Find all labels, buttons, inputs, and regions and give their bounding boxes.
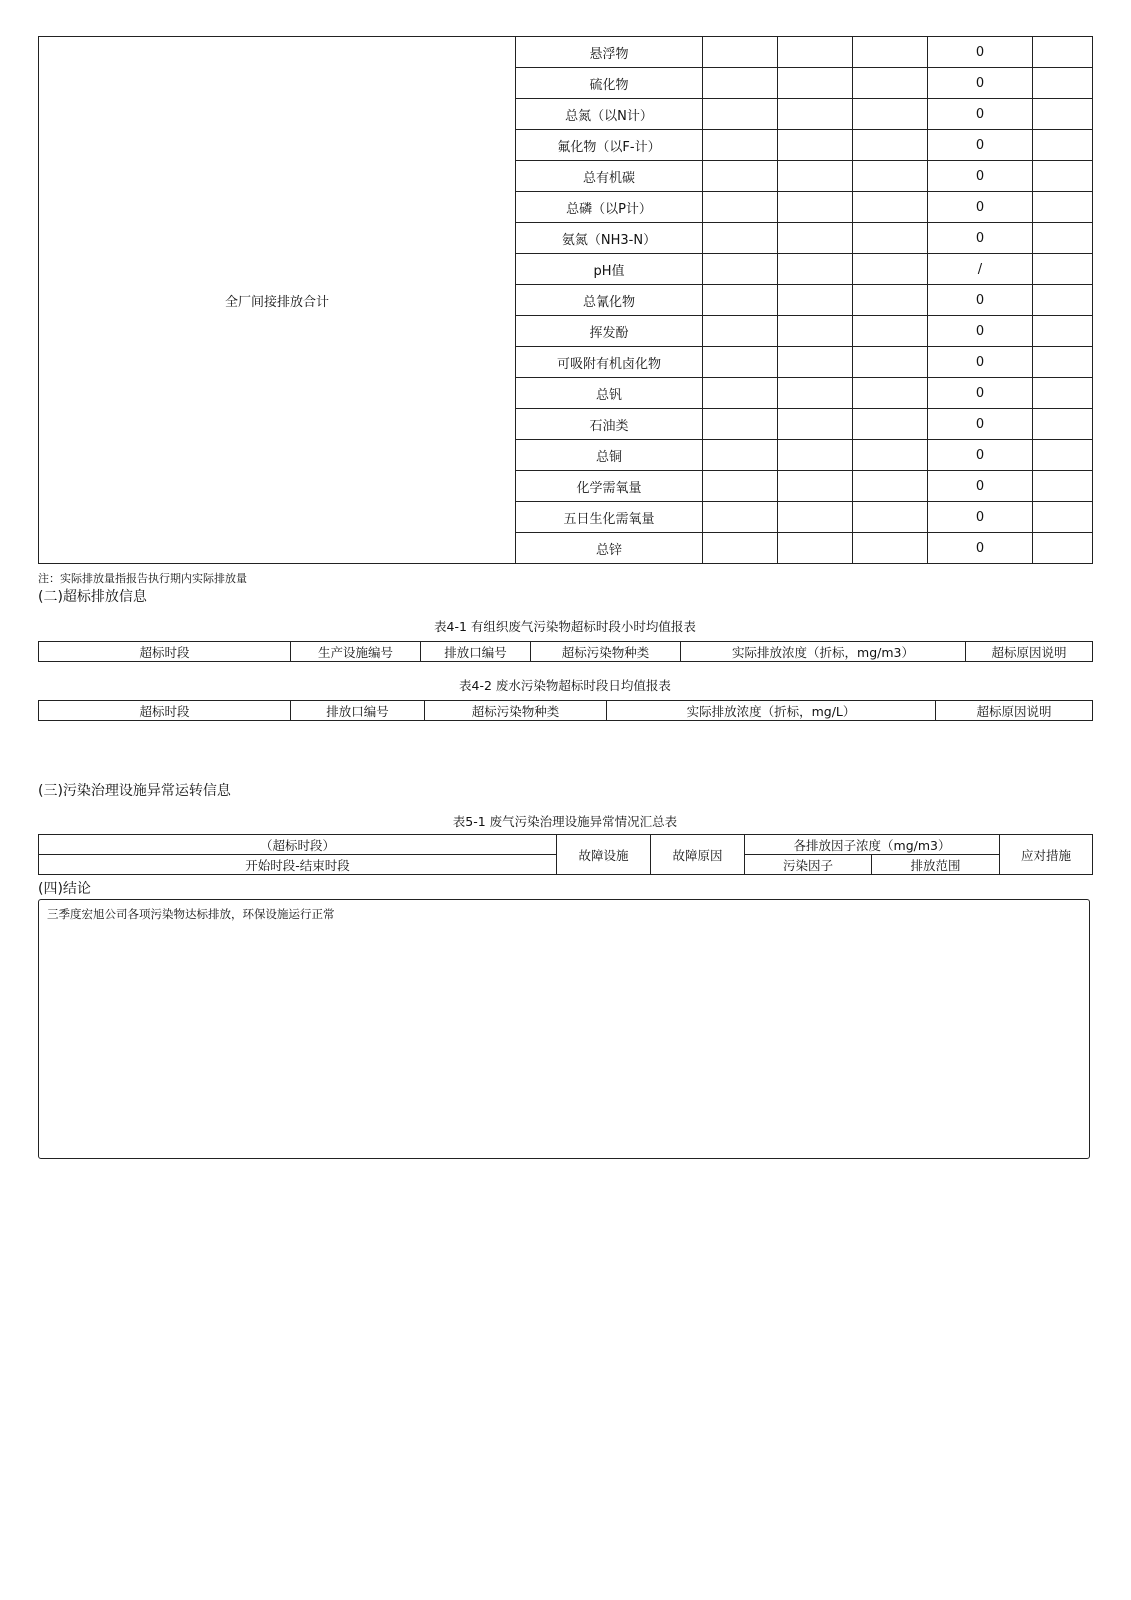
actual-emission-value: / xyxy=(928,254,1033,285)
empty-cell xyxy=(778,347,853,378)
empty-cell xyxy=(778,316,853,347)
table-4-1 xyxy=(38,641,1093,662)
pollutant-name: 悬浮物 xyxy=(516,37,703,68)
empty-cell xyxy=(778,533,853,564)
empty-cell xyxy=(703,192,778,223)
empty-cell xyxy=(778,68,853,99)
empty-cell xyxy=(1033,440,1093,471)
period-header: （超标时段） xyxy=(39,835,557,855)
empty-cell xyxy=(1033,254,1093,285)
actual-emission-value: 0 xyxy=(928,99,1033,130)
actual-emission-value: 0 xyxy=(928,161,1033,192)
empty-cell xyxy=(853,130,928,161)
actual-emission-value: 0 xyxy=(928,192,1033,223)
pollutant-name: 总钒 xyxy=(516,378,703,409)
empty-cell xyxy=(703,223,778,254)
empty-cell xyxy=(703,99,778,130)
table-4-2-caption: 表4-2 废水污染物超标时段日均值报表 xyxy=(459,678,671,693)
table-5-1 xyxy=(38,834,1093,875)
period-subheader: 开始时段-结束时段 xyxy=(39,855,557,875)
table-5-1-caption: 表5-1 废气污染治理设施异常情况汇总表 xyxy=(452,814,678,829)
actual-emission-value: 0 xyxy=(928,347,1033,378)
table-4-1-header: 超标原因说明 xyxy=(966,642,1093,662)
empty-cell xyxy=(703,378,778,409)
table-4-2-header: 超标时段 xyxy=(39,701,291,721)
empty-cell xyxy=(703,471,778,502)
actual-emission-value: 0 xyxy=(928,440,1033,471)
pollutant-name: 氨氮（NH3-N） xyxy=(516,223,703,254)
pollutant-name: 石油类 xyxy=(516,409,703,440)
empty-cell xyxy=(703,409,778,440)
empty-cell xyxy=(778,223,853,254)
empty-cell xyxy=(778,502,853,533)
empty-cell xyxy=(853,440,928,471)
section-title-abnormal-operation: (三)污染治理设施异常运转信息 xyxy=(38,783,231,799)
measures-header: 应对措施 xyxy=(1000,835,1093,875)
empty-cell xyxy=(778,99,853,130)
empty-cell xyxy=(853,316,928,347)
actual-emission-value: 0 xyxy=(928,285,1033,316)
actual-emission-value: 0 xyxy=(928,471,1033,502)
empty-cell xyxy=(703,37,778,68)
pollutant-summary-table xyxy=(38,36,1093,564)
empty-cell xyxy=(853,502,928,533)
empty-cell xyxy=(853,192,928,223)
empty-cell xyxy=(778,471,853,502)
empty-cell xyxy=(853,37,928,68)
empty-cell xyxy=(778,161,853,192)
actual-emission-value: 0 xyxy=(928,37,1033,68)
empty-cell xyxy=(778,37,853,68)
empty-cell xyxy=(853,409,928,440)
empty-cell xyxy=(1033,161,1093,192)
empty-cell xyxy=(703,502,778,533)
pollutant-name: 氟化物（以F-计） xyxy=(516,130,703,161)
actual-emission-value: 0 xyxy=(928,68,1033,99)
emission-range-header: 排放范围 xyxy=(872,855,1000,875)
empty-cell xyxy=(1033,378,1093,409)
empty-cell xyxy=(703,285,778,316)
pollutant-name: pH值 xyxy=(516,254,703,285)
pollutant-name: 化学需氧量 xyxy=(516,471,703,502)
pollutant-name: 总有机碳 xyxy=(516,161,703,192)
empty-cell xyxy=(853,285,928,316)
pollutant-row xyxy=(39,37,1093,68)
pollutant-name: 总锌 xyxy=(516,533,703,564)
empty-cell xyxy=(703,254,778,285)
fault-reason-header: 故障原因 xyxy=(651,835,745,875)
pollutant-name: 总氮（以N计） xyxy=(516,99,703,130)
actual-emission-value: 0 xyxy=(928,533,1033,564)
empty-cell xyxy=(853,68,928,99)
table-4-1-header: 排放口编号 xyxy=(421,642,531,662)
pollutant-name: 五日生化需氧量 xyxy=(516,502,703,533)
pollutant-name: 总磷（以P计） xyxy=(516,192,703,223)
table-4-2-header: 超标污染物种类 xyxy=(425,701,607,721)
section-title-exceedance: (二)超标排放信息 xyxy=(38,589,147,605)
emission-note: 注：实际排放量指报告执行期内实际排放量 xyxy=(38,572,247,585)
empty-cell xyxy=(853,254,928,285)
concentration-header: 各排放因子浓度（mg/m3） xyxy=(745,835,1000,855)
empty-cell xyxy=(1033,502,1093,533)
empty-cell xyxy=(1033,223,1093,254)
conclusion-text: 三季度宏旭公司各项污染物达标排放，环保设施运行正常 xyxy=(47,907,335,921)
empty-cell xyxy=(703,316,778,347)
empty-cell xyxy=(778,378,853,409)
table-4-2 xyxy=(38,700,1093,721)
actual-emission-value: 0 xyxy=(928,130,1033,161)
empty-cell xyxy=(1033,99,1093,130)
table-4-2-header: 排放口编号 xyxy=(291,701,425,721)
actual-emission-value: 0 xyxy=(928,409,1033,440)
table-4-1-header: 超标时段 xyxy=(39,642,291,662)
table-4-1-header: 生产设施编号 xyxy=(291,642,421,662)
empty-cell xyxy=(703,130,778,161)
table-4-2-header: 实际排放浓度（折标，mg/L） xyxy=(607,701,936,721)
conclusion-box xyxy=(38,899,1090,1159)
empty-cell xyxy=(703,440,778,471)
actual-emission-value: 0 xyxy=(928,502,1033,533)
empty-cell xyxy=(778,285,853,316)
empty-cell xyxy=(853,471,928,502)
pollutant-name: 挥发酚 xyxy=(516,316,703,347)
section-title-conclusion: (四)结论 xyxy=(38,881,91,897)
table-4-1-header: 实际排放浓度（折标，mg/m3） xyxy=(681,642,966,662)
table-4-2-header: 超标原因说明 xyxy=(936,701,1093,721)
empty-cell xyxy=(1033,192,1093,223)
empty-cell xyxy=(1033,68,1093,99)
empty-cell xyxy=(703,533,778,564)
empty-cell xyxy=(778,440,853,471)
empty-cell xyxy=(1033,37,1093,68)
empty-cell xyxy=(778,192,853,223)
empty-cell xyxy=(703,68,778,99)
pollutant-name: 硫化物 xyxy=(516,68,703,99)
table-4-1-header: 超标污染物种类 xyxy=(531,642,681,662)
empty-cell xyxy=(1033,285,1093,316)
empty-cell xyxy=(1033,130,1093,161)
pollution-factor-header: 污染因子 xyxy=(745,855,872,875)
empty-cell xyxy=(1033,316,1093,347)
empty-cell xyxy=(1033,533,1093,564)
empty-cell xyxy=(1033,471,1093,502)
empty-cell xyxy=(853,223,928,254)
empty-cell xyxy=(853,99,928,130)
pollutant-name: 总氰化物 xyxy=(516,285,703,316)
empty-cell xyxy=(778,409,853,440)
actual-emission-value: 0 xyxy=(928,223,1033,254)
empty-cell xyxy=(778,130,853,161)
group-label: 全厂间接排放合计 xyxy=(39,37,516,564)
pollutant-name: 总铜 xyxy=(516,440,703,471)
empty-cell xyxy=(853,347,928,378)
table-4-1-caption: 表4-1 有组织废气污染物超标时段小时均值报表 xyxy=(434,619,696,634)
empty-cell xyxy=(853,533,928,564)
empty-cell xyxy=(1033,409,1093,440)
empty-cell xyxy=(1033,347,1093,378)
actual-emission-value: 0 xyxy=(928,378,1033,409)
empty-cell xyxy=(853,161,928,192)
empty-cell xyxy=(703,347,778,378)
empty-cell xyxy=(778,254,853,285)
actual-emission-value: 0 xyxy=(928,316,1033,347)
fault-facility-header: 故障设施 xyxy=(557,835,651,875)
empty-cell xyxy=(853,378,928,409)
empty-cell xyxy=(703,161,778,192)
pollutant-name: 可吸附有机卤化物 xyxy=(516,347,703,378)
